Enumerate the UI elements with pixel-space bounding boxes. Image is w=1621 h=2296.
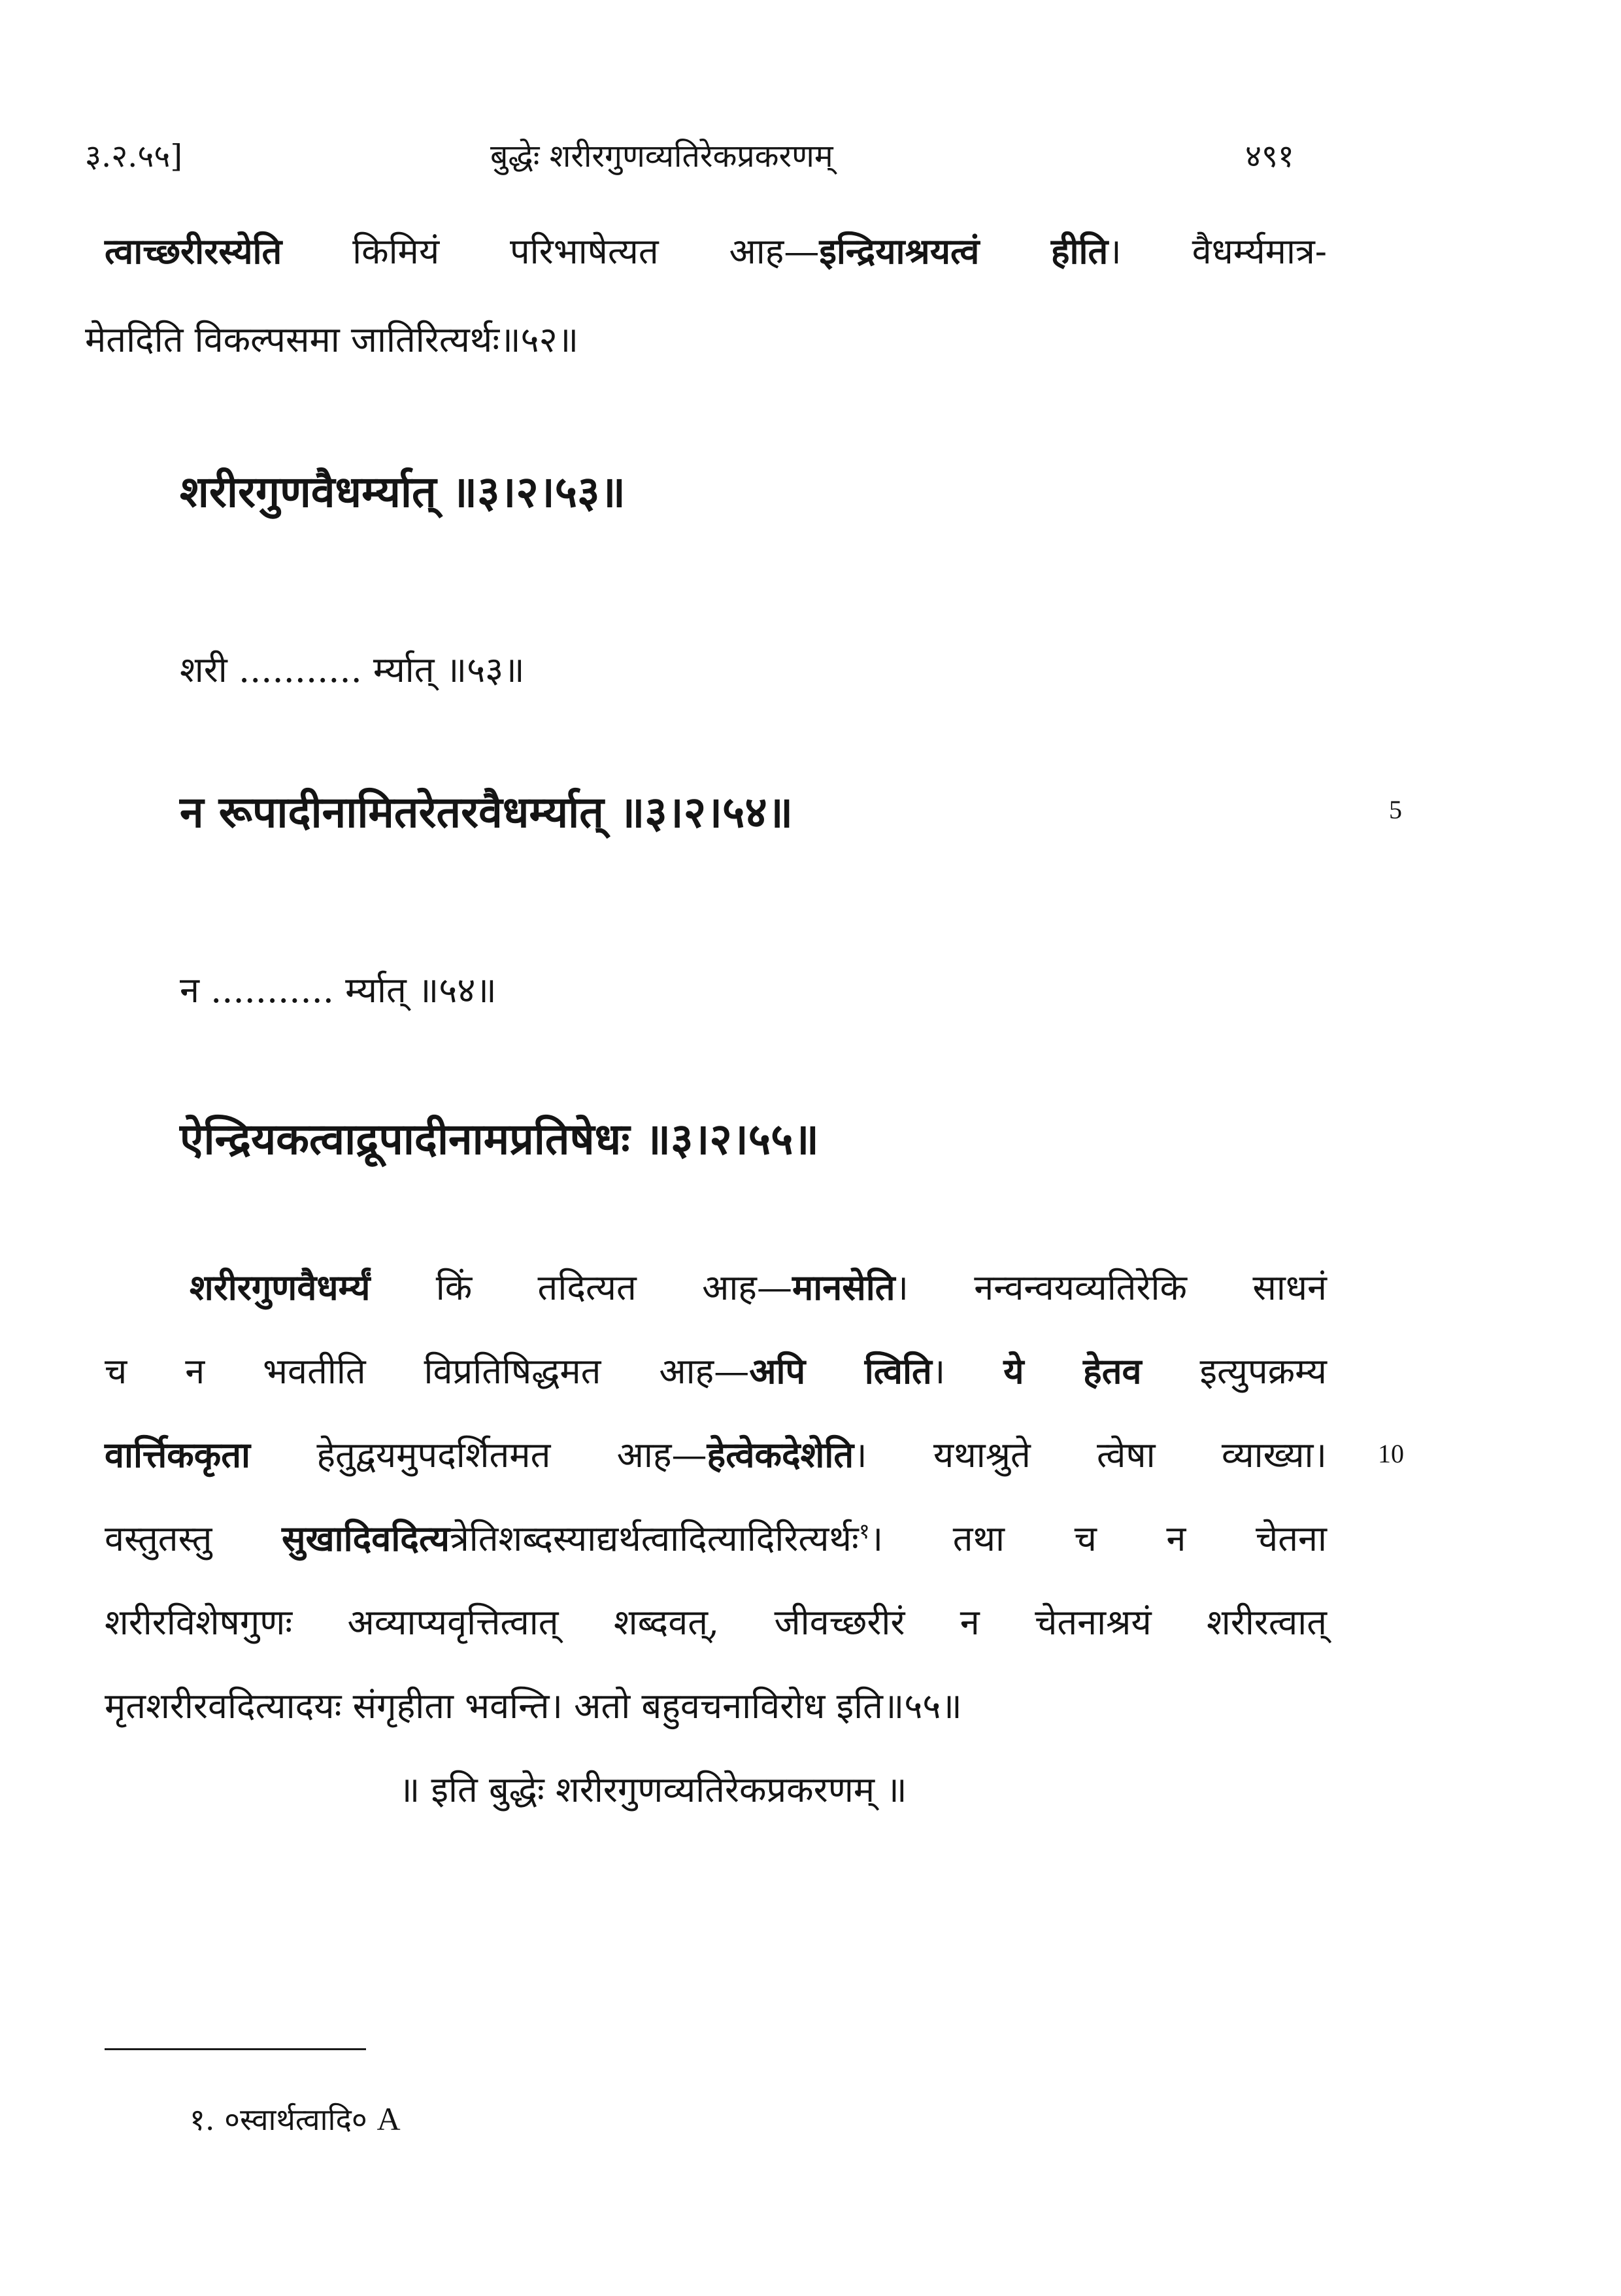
commentary-line-4-run-0: वस्तुतस्तु [105,1518,282,1559]
commentary-line-3-run-1: हेतुद्वयमुपदर्शितमत आह— [250,1434,707,1476]
intro-line-1-run-3: । वैधर्म्यमात्र- [1108,231,1328,272]
margin-line-number-5: 5 [1389,795,1402,824]
commentary-line-3 [105,1429,1327,1477]
commentary-line-3-run-3: । यथाश्रुते त्वेषा व्याख्या। [854,1434,1328,1476]
commentary-line-2-run-1: अपि त्विति [749,1350,932,1392]
footnote-siglum: A [376,2101,401,2137]
header-page-number: ४९१ [1245,138,1294,175]
sutra-53: शरीरगुणवैधर्म्यात् ॥३।२।५३॥ [180,466,626,517]
commentary-line-1-run-3: । नन्वन्वयव्यतिरेकि साधनं [895,1267,1328,1308]
commentary-line-1 [190,1262,1327,1310]
commentary-line-1-run-2: मानसेति [792,1266,895,1308]
commentary-line-3-run-2: हेत्वेकदेशेति [707,1434,854,1476]
header-running-title: बुद्धेः शरीरगुणव्यतिरेकप्रकरणम् [490,138,833,175]
footnote [190,2099,401,2139]
commentary-line-5: शरीरविशेषगुणः अव्याप्यवृत्तित्वात् शब्दवत्, जीवच्छरीरं न चेतनाश्रयं शरीरत्वात् [105,1602,1327,1643]
intro-line-2: मेतदिति विकल्पसमा जातिरित्यर्थः॥५२॥ [85,319,579,360]
commentary-line-2-run-4: इत्युपक्रम्य [1141,1351,1327,1392]
header-section-number: ३.२.५५] [85,138,183,175]
commentary-line-3-run-0: वार्त्तिककृता [105,1434,251,1476]
intro-line-1-run-0: त्वाच्छरीरस्येति [105,230,282,272]
intro-line-1-run-2: इन्द्रियाश्रयत्वं हीति [819,230,1109,272]
commentary-line-2 [105,1345,1327,1394]
sutra-54: न रूपादीनामितरेतरवैधर्म्यात् ॥३।२।५४॥ [180,786,794,837]
commentary-line-1-run-0: शरीरगुणवैधर्म्यं [190,1266,371,1308]
footnote-marker: १. [190,2102,215,2137]
colophon: ॥ इति बुद्धेः शरीरगुणव्यतिरेकप्रकरणम् ॥ [399,1769,907,1810]
sutra-53-pratika: शरी ........... र्म्यात् ॥५३॥ [180,649,525,690]
commentary-line-4-run-3: १ [858,1519,870,1544]
commentary-line-1-run-1: किं तदित्यत आह— [370,1267,792,1308]
intro-line-1 [105,226,1327,274]
commentary-line-2-run-0: च न भवतीति विप्रतिषिद्धमत आह— [105,1351,750,1392]
sutra-54-pratika: न ........... र्म्यात् ॥५४॥ [180,970,497,1011]
margin-line-number-10: 10 [1378,1439,1404,1468]
commentary-line-4 [105,1513,1327,1561]
commentary-line-6: मृतशरीरवदित्यादयः संगृहीता भवन्ति। अतो बहुवचनाविरोध इति॥५५॥ [105,1685,962,1727]
commentary-line-4-run-4: । तथा च न चेतना [869,1518,1328,1559]
commentary-line-2-run-3: ये हेतव [1003,1350,1142,1392]
footnote-rule [105,2048,366,2050]
commentary-line-2-run-2: । [931,1351,1004,1392]
footnote-variant-reading: ०स्वार्थत्वादि० [224,2102,367,2137]
intro-line-1-run-1: किमियं परिभाषेत्यत आह— [282,231,820,272]
commentary-line-4-run-2: त्रेतिशब्दस्याद्यर्थत्वादित्यादिरित्यर्थः [449,1518,859,1559]
commentary-line-4-run-1: सुखादिवदित्य [281,1517,450,1559]
sutra-55: ऐन्द्रियकत्वाद्रूपादीनामप्रतिषेधः ॥३।२।५५॥ [180,1113,819,1164]
